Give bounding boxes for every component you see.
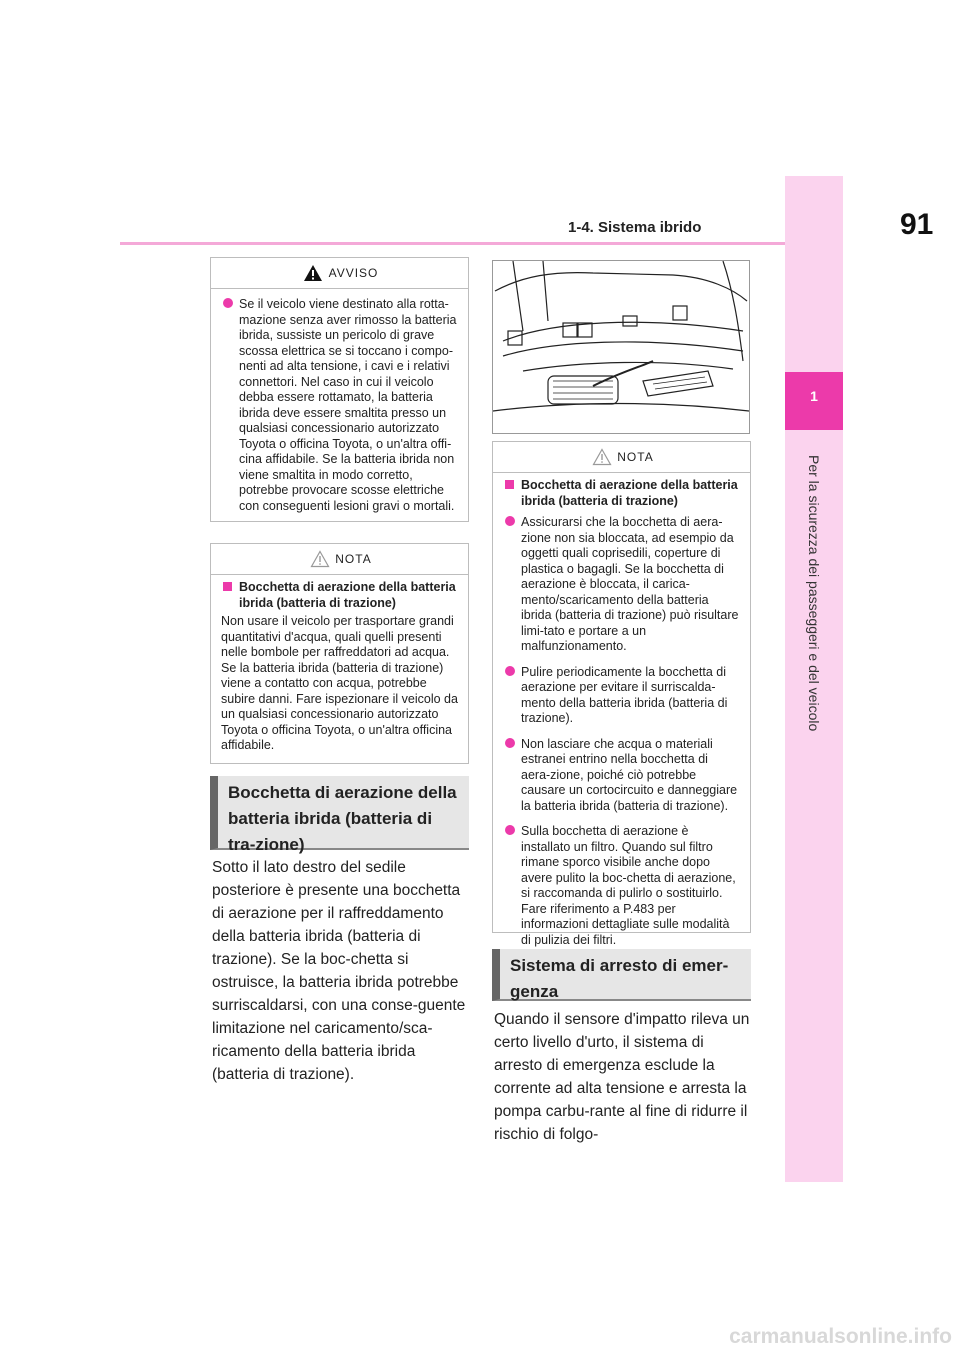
note-text: Non usare il veicolo per trasportare grandi quantitativi d'acqua, quali quelli presenti nelle bombole per raffreddatori ad acqua. Se la batteria ibrida (batteria di trazione) viene a contatto con acqua, potrebbe subire danni. Fare ispezionare il veicolo da un qualsiasi concessionario autorizzato Toyota o officina Toyota, o un'altra officina affidabile. bbox=[221, 614, 458, 752]
warning-item: Se il veicolo viene destinato alla rotta-mazione senza aver rimosso la batteria ibrida, sussiste un pericolo di grave scossa elettrica se si toccano i compo-nenti ad alta tensione, i cavi e i relativi connettori. Nel caso in cui il veicolo debba essere rottamato, la batteria ibrida deve essere smaltita presso un qualsiasi concessionario autorizzato Toyota o officina Toyota, o un'altra offi-cina affidabile. Se la batteria ibrida non viene smaltita in modo corretto, potrebbe provocare scosse elettriche con conseguenti lesioni gravi o mortali. bbox=[221, 297, 458, 514]
note-box-header bbox=[493, 442, 750, 473]
bullet-icon bbox=[505, 738, 515, 748]
bullet-icon bbox=[505, 516, 515, 526]
square-bullet-icon bbox=[505, 480, 514, 489]
section-title: 1-4. Sistema ibrido bbox=[568, 219, 702, 236]
note-heading: Bocchetta di aerazione della batteria ibrida (batteria di trazione) bbox=[503, 478, 740, 509]
section-body-emergency: Quando il sensore d'impatto rileva un certo livello d'urto, il sistema di arresto di emergenza esclude la corrente ad alta tensione e arresta la pompa carbu-rante al fine di ridurre il rischio di folgo- bbox=[494, 1011, 750, 1143]
section-heading-emergency: Sistema di arresto di emer-genza bbox=[492, 949, 751, 1001]
note-box-header bbox=[211, 544, 468, 575]
warning-label: AVVISO bbox=[328, 266, 379, 280]
note-item: Non lasciare che acqua o materiali estranei entrino nella bocchetta di aera-zione, poiché ciò potrebbe causare un cortocircuito e danneggiare la batteria ibrida (batteria di trazione). bbox=[503, 737, 740, 815]
bullet-icon bbox=[223, 298, 233, 308]
chapter-number: 1 bbox=[810, 388, 818, 404]
note-item: Assicurarsi che la bocchetta di aera-zione non sia bloccata, ad esempio da oggetti quali coprisedili, coperture di plastica o bagagli. Se la bocchetta di aerazione è bloccata, il carica-mento/scaricamento della batteria ibrida (batteria di trazione) può risultare limi-tato e portare a un malfunzionamento. bbox=[503, 515, 740, 655]
note-box-right bbox=[492, 441, 751, 947]
square-bullet-icon bbox=[223, 582, 232, 591]
chapter-title: Per la sicurezza dei passeggeri e del veicolo bbox=[806, 455, 822, 732]
bullet-icon bbox=[505, 666, 515, 676]
rear-seat-drawing bbox=[493, 261, 749, 433]
note-item: Pulire periodicamente la bocchetta di aerazione per evitare il surriscalda-mento della batteria ibrida (batteria di trazione). bbox=[503, 665, 740, 727]
note-item: Sulla bocchetta di aerazione è installato un filtro. Quando sul filtro rimane sporco visibile anche dopo avere pulito la boc-chetta di aerazione, si raccomanda di pulirlo o sostituirlo. Fare riferimento a P.483 per informazioni dettagliate sulle modalità di pulizia dei filtri. bbox=[503, 824, 740, 948]
page-number: 91 bbox=[900, 208, 934, 241]
warning-box-header bbox=[211, 258, 468, 289]
bullet-icon bbox=[505, 825, 515, 835]
warning-box bbox=[210, 257, 469, 522]
note-heading: Bocchetta di aerazione della batteria ibrida (batteria di trazione) bbox=[221, 580, 458, 611]
rear-seat-vent-illustration bbox=[492, 260, 750, 434]
header-rule bbox=[120, 242, 788, 245]
note-label: NOTA bbox=[617, 450, 654, 464]
footer-watermark[interactable]: carmanualsonline.info bbox=[729, 1325, 952, 1348]
section-body-vent: Sotto il lato destro del sedile posteriore è presente una bocchetta di aerazione per il raffreddamento della batteria ibrida (batteria di trazione). Se la boc-chetta si ostruisce, la batteria ibrida potrebbe surriscaldarsi, con una conse-guente limitazione nel caricamento/sca-ricamento della batteria ibrida (batteria di trazione). bbox=[212, 859, 466, 1083]
section-heading-vent: Bocchetta di aerazione della batteria ibrida (batteria di tra-zione) bbox=[210, 776, 469, 850]
note-box-left bbox=[210, 543, 469, 764]
note-label: NOTA bbox=[335, 552, 372, 566]
